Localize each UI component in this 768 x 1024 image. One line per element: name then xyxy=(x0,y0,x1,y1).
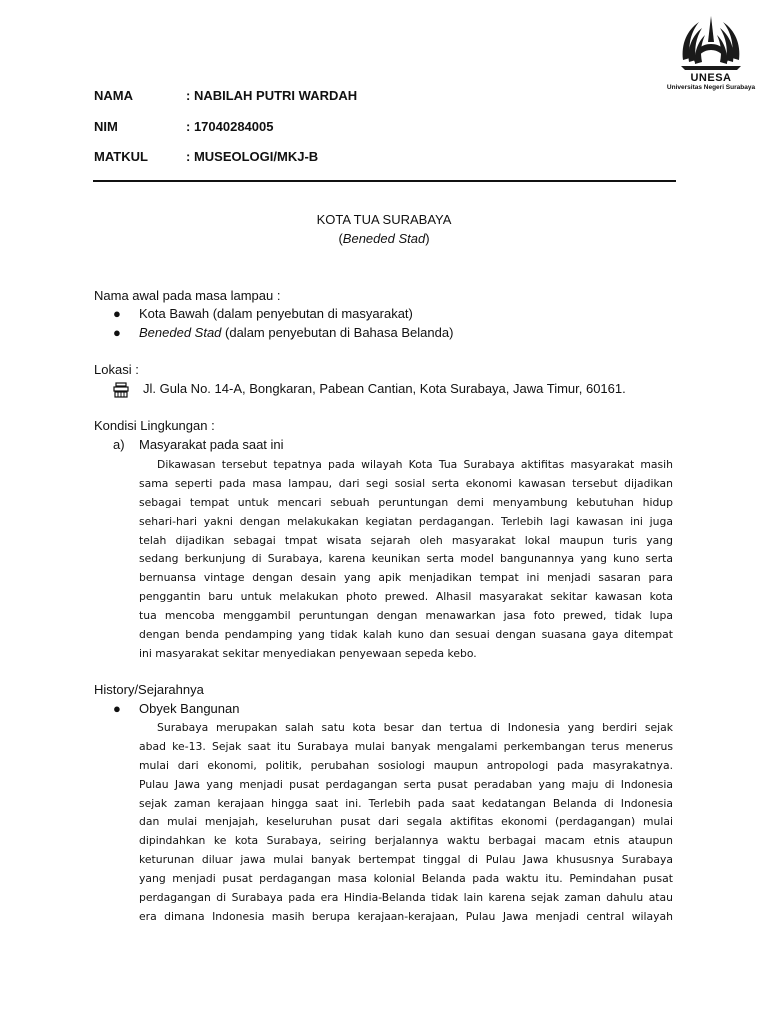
document-subtitle: (Beneded Stad) xyxy=(338,231,430,246)
building-icon xyxy=(113,382,143,398)
paragraph-line: telah dijadikan sebagai tmpat wisata sejarah oleh masyarakat lokal maupun turis yang xyxy=(139,533,673,547)
paragraph-line: sebagai tempat untuk mencari sebuah peruntungan demi menyambung kebutuhan hidup xyxy=(139,495,673,509)
header-divider xyxy=(93,180,676,182)
bullet-icon: ● xyxy=(113,325,121,340)
meta-value: : MUSEOLOGI/MKJ-B xyxy=(186,149,319,164)
unesa-logo xyxy=(664,14,758,104)
list-item: ● Kota Bawah (dalam penyebutan di masyarakat) xyxy=(113,306,413,321)
paragraph-line: ini masyarakat sekitar menyediakan penyewaan sepeda kebo. xyxy=(139,646,477,660)
list-item: ● Beneded Stad (dalam penyebutan di Bahasa Belanda) xyxy=(113,325,454,340)
paragraph-line: dipindahkan ke kota Surabaya, seiring berjalannya waktu berbagai macam etnis ataupun xyxy=(139,834,673,848)
meta-value: : NABILAH PUTRI WARDAH xyxy=(186,88,358,103)
document-title: KOTA TUA SURABAYA xyxy=(316,212,452,227)
list-marker: a) xyxy=(113,437,125,452)
history-paragraph xyxy=(139,719,673,927)
paragraph-line: abad ke-13. Sejak saat itu Surabaya mulai banyak mengalami perkembangan terus menerus xyxy=(139,739,673,753)
kondisi-subheading: a) Masyarakat pada saat ini xyxy=(113,437,284,452)
paragraph-line: sedang berkunjung di Surabaya, karena keunikan serta model bangunannya yang kuno serta xyxy=(139,552,673,566)
paragraph-line: sehari-hari yakni dengan melakukakan kegiatan perdagangan. Terlebih lagi kawasan ini juga xyxy=(139,514,673,528)
paragraph-line: era dimana Indonesia masih berupa kerajaan-kerajaan, Pulau Jawa menjadi central wilayah xyxy=(139,909,673,923)
meta-label: MATKUL xyxy=(94,149,148,164)
address-text: Jl. Gula No. 14-A, Bongkaran, Pabean Cantian, Kota Surabaya, Jawa Timur, 60161. xyxy=(143,381,626,396)
paragraph-line: yang menjadi pusat perdagangan masa kolonial Belanda pada waktu itu. Pemindahan pusat xyxy=(139,872,673,886)
bullet-icon: ● xyxy=(113,701,121,716)
nama-awal-heading: Nama awal pada masa lampau : xyxy=(94,288,281,303)
paragraph-line: sejak zaman kerajaan hingga saat ini. Terlebih pada saat kedatangan Belanda di Indonesia xyxy=(139,796,673,810)
paragraph-line: mulai dari ekonomi, politik, perubahan sosiologi maupun antropologi pada masyrakatnya. xyxy=(139,758,673,772)
meta-label: NIM xyxy=(94,119,118,134)
paragraph-line: sama seperti pada masa lampau, dari segi sosial serta ekonomi kawasan tersebut dijadikan xyxy=(139,476,673,490)
meta-value: : 17040284005 xyxy=(186,119,274,134)
paragraph-line: Surabaya merupakan salah satu kota besar dan tertua di Indonesia yang berdiri sejak xyxy=(157,721,673,734)
paragraph-line: Pulau Jawa yang menjadi pusat perdagangan serta pusat peradaban yang maju di Indonesia xyxy=(139,777,673,791)
unesa-emblem-icon xyxy=(677,14,745,72)
paragraph-line: keturunan diluar jawa mulai banyak bertempat tinggal di Pulau Jawa khususnya Surabaya xyxy=(139,853,673,867)
history-subheading: ● Obyek Bangunan xyxy=(113,701,240,716)
paragraph-line: perdagangan di Surabaya pada era Hindia-Belanda tidak lain karena sejak zaman dahulu atau xyxy=(139,891,673,905)
lokasi-heading: Lokasi : xyxy=(94,362,139,377)
address-row xyxy=(113,380,626,398)
history-heading: History/Sejarahnya xyxy=(94,682,204,697)
bullet-icon: ● xyxy=(113,306,121,321)
paragraph-line: dan mulai menjajah, keseluruhan pusat dari segala aktifitas ekonomi (perdagangan) mulai xyxy=(139,815,673,829)
paragraph-line: Dikawasan tersebut tepatnya pada wilayah Kota Tua Surabaya aktifitas masyarakat masih xyxy=(157,458,673,471)
meta-label: NAMA xyxy=(94,88,133,103)
paragraph-line: dengan benda pendamping yang tidak kalah kuno dan sesuai dengan suasana gaya ditempat xyxy=(139,628,673,642)
paragraph-line: penggantin baru untuk melakukan photo prewed. Alhasil masyarakat sekitar kawasan kota xyxy=(139,590,673,604)
paragraph-line: bernuansa vintage dengan desain yang apik menjadikan tempat ini menjadi sasaran para xyxy=(139,571,673,585)
kondisi-heading: Kondisi Lingkungan : xyxy=(94,418,215,433)
logo-name: UNESA xyxy=(690,72,732,84)
kondisi-paragraph xyxy=(139,456,673,664)
paragraph-line: tua mencoba menggambil peruntungan dengan menawarkan jasa foto prewed, tidak lupa xyxy=(139,609,673,623)
logo-subtitle: Universitas Negeri Surabaya xyxy=(666,84,756,91)
